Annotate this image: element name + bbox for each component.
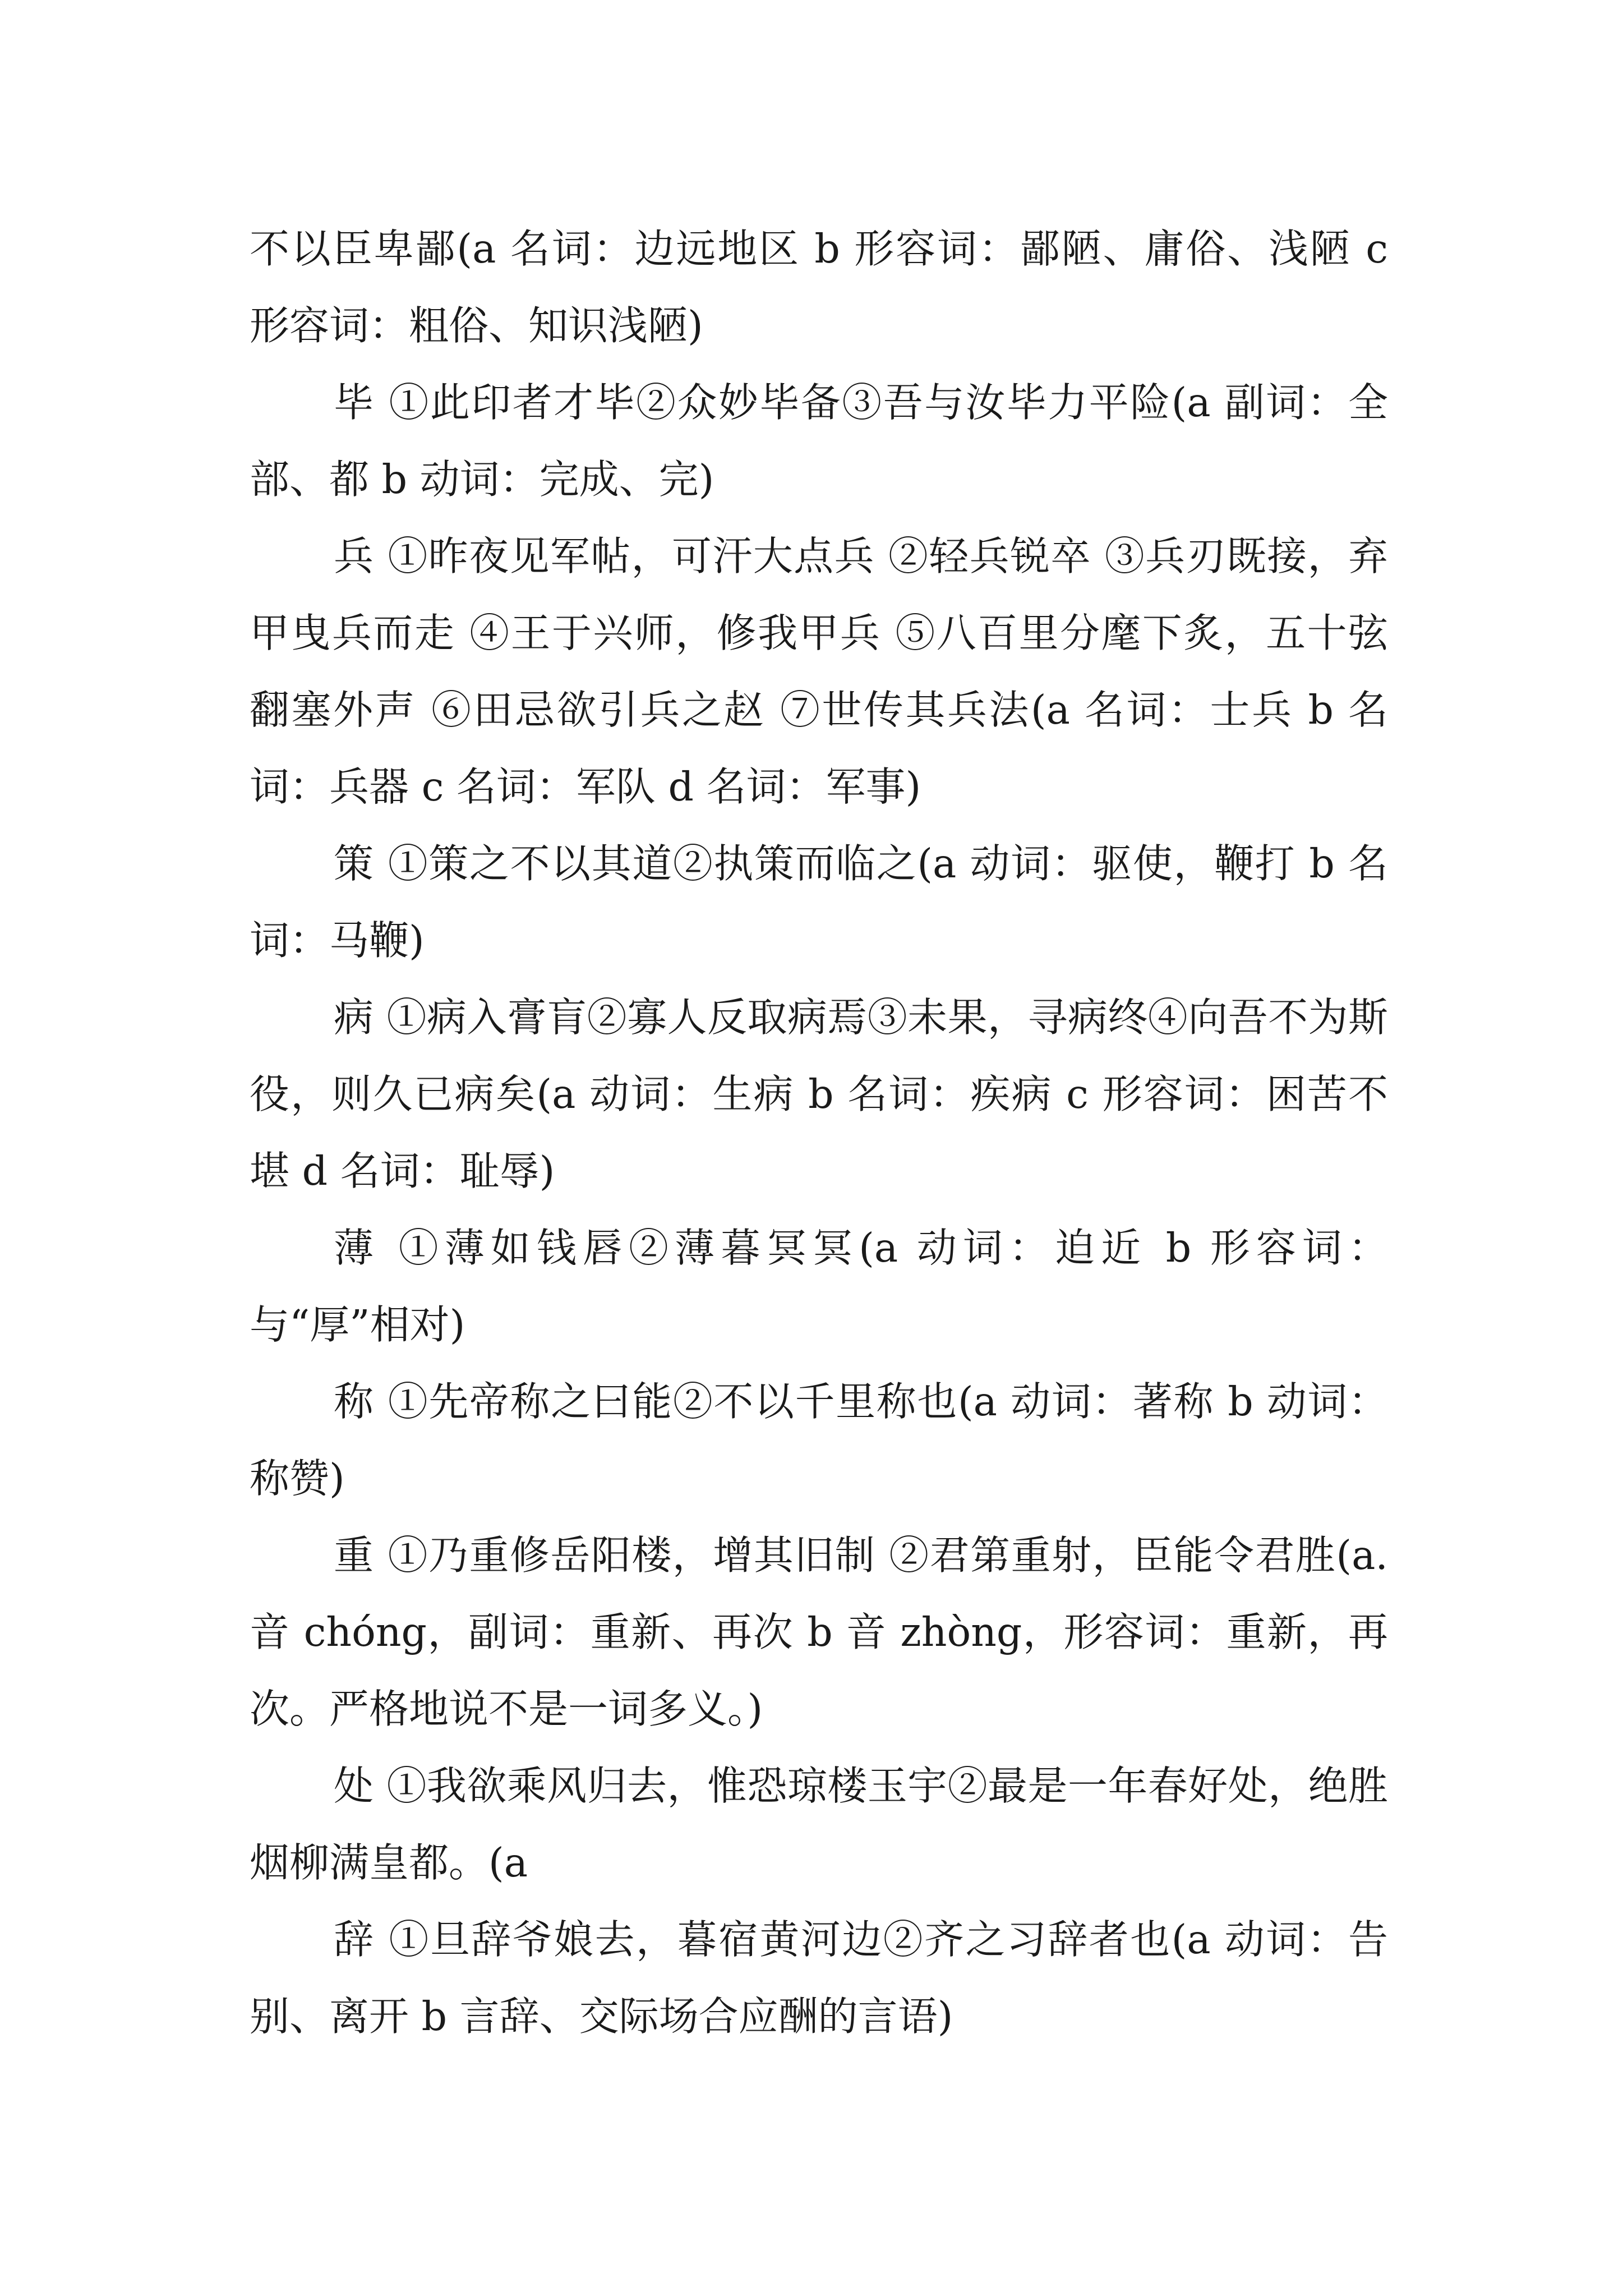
entry-bing-illness: 病 ①病入膏肓②寡人反取病焉③未果，寻病终④向吾不为斯役，则久已病矣(a 动词：生病 b 名词：疾病 c 形容词：困苦不堪 d 名词：耻辱)	[250, 994, 1388, 1194]
paragraph-bi: 不以臣卑鄙(a 名词：边远地区 b 形容词：鄙陋、庸俗、浅陋 c 形容词：粗俗、知识浅陋)	[250, 226, 1388, 349]
entry-ci: 辞 ①旦辞爷娘去，暮宿黄河边②齐之习辞者也(a 动词：告别、离开 b 言辞、交际场合应酬的言语)	[250, 1916, 1388, 2040]
entry-cheng: 称 ①先帝称之曰能②不以千里称也(a 动词：著称 b 动词：称赞)	[250, 1378, 1388, 1502]
entry-zhong: 重 ①乃重修岳阳楼，增其旧制 ②君第重射，臣能令君胜(a. 音 chóng，副词：重新、再次 b 音 zhòng，形容词：重新，再次。严格地说不是一词多义。)	[250, 1532, 1388, 1732]
entry-bi-finish: 毕 ①此印者才毕②众妙毕备③吾与汝毕力平险(a 副词：全部、都 b 动词：完成、完)	[250, 379, 1388, 503]
entry-ce: 策 ①策之不以其道②执策而临之(a 动词：驱使，鞭打 b 名词：马鞭)	[250, 840, 1388, 964]
entry-bing: 兵 ①昨夜见军帖，可汗大点兵 ②轻兵锐卒 ③兵刃既接，弃甲曳兵而走 ④王于兴师，修我甲兵 ⑤八百里分麾下炙，五十弦翻塞外声 ⑥田忌欲引兵之赵 ⑦世传其兵法(a 名词：士兵 b 名词：兵器 c 名词：军队 d 名词：军事)	[250, 533, 1388, 810]
document-page	[250, 210, 1388, 2055]
entry-bo: 薄 ①薄如钱唇②薄暮冥冥(a 动词：迫近 b 形容词：与“厚”相对)	[250, 1225, 1388, 1348]
entry-chu: 处 ①我欲乘风归去，惟恐琼楼玉宇②最是一年春好处，绝胜烟柳满皇都。(a	[250, 1763, 1388, 1886]
